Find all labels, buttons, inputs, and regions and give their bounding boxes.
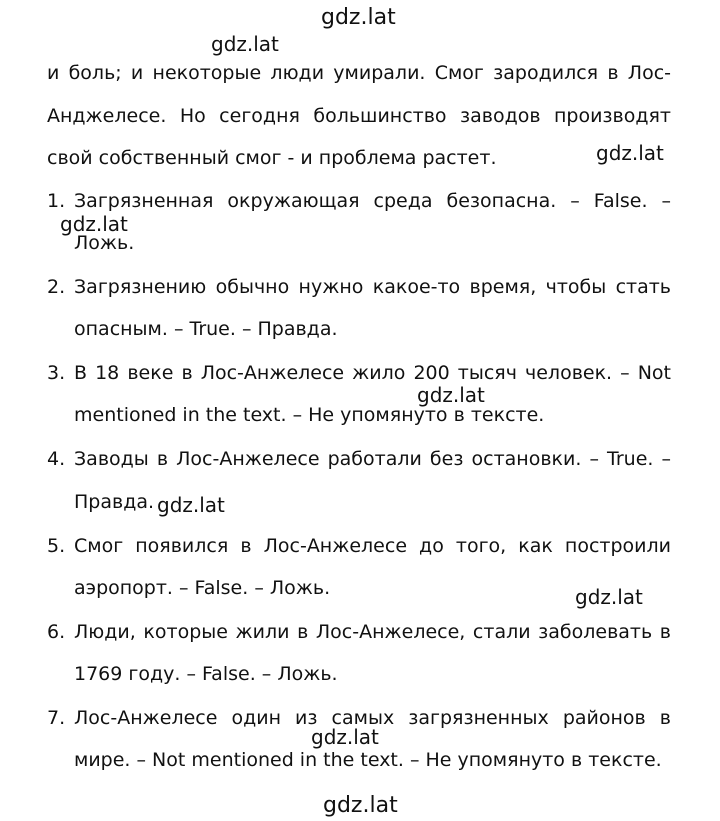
- item-line-2: мире. – Not mentioned in the text. – Не упомянуто в тексте.: [74, 749, 662, 771]
- item-line-2: Правда.: [74, 491, 155, 513]
- watermark: gdz.lat: [211, 32, 279, 56]
- item-line-2: Ложь.: [74, 232, 135, 254]
- intro-line-2: Анджелесе. Но сегодня большинство заводов производят: [47, 105, 671, 127]
- item-line-2: 1769 году. – False. – Ложь.: [74, 663, 338, 685]
- watermark: gdz.lat: [157, 493, 225, 517]
- item-line-1: Смог появился в Лос-Анжелесе до того, как построили: [74, 535, 671, 557]
- watermark: gdz.lat: [596, 141, 664, 165]
- item-line-1: Загрязненная окружающая среда безопасна. – False. –: [74, 190, 671, 212]
- watermark: gdz.lat: [311, 725, 379, 749]
- watermark: gdz.lat: [321, 5, 396, 30]
- item-line-2: аэропорт. – False. – Ложь.: [74, 577, 331, 599]
- item-line-1: В 18 веке в Лос-Анжелесе жило 200 тысяч человек. – Not: [74, 362, 671, 384]
- item-number: 4.: [47, 448, 66, 470]
- item-number: 5.: [47, 535, 66, 557]
- item-line-1: Лос-Анжелесе один из самых загрязненных районов в: [74, 707, 671, 729]
- item-line-2: опасным. – True. – Правда.: [74, 318, 338, 340]
- intro-line-3: свой собственный смог - и проблема растет.: [47, 147, 497, 169]
- watermark: gdz.lat: [60, 212, 128, 236]
- watermark: gdz.lat: [575, 585, 643, 609]
- item-number: 6.: [47, 621, 66, 643]
- item-number: 2.: [47, 276, 66, 298]
- item-line-1: Заводы в Лос-Анжелесе работали без остановки. – True. –: [74, 448, 671, 470]
- item-line-1: Люди, которые жили в Лос-Анжелесе, стали заболевать в: [74, 621, 671, 643]
- item-line-2: mentioned in the text. – Не упомянуто в тексте.: [74, 404, 545, 426]
- watermark: gdz.lat: [323, 793, 398, 818]
- item-number: 3.: [47, 362, 66, 384]
- item-line-1: Загрязнению обычно нужно какое-то время, чтобы стать: [74, 276, 671, 298]
- intro-line-1: и боль; и некоторые люди умирали. Смог зародился в Лос-: [47, 62, 671, 84]
- watermark: gdz.lat: [417, 383, 485, 407]
- item-number: 7.: [47, 707, 66, 729]
- item-number: 1.: [47, 190, 66, 212]
